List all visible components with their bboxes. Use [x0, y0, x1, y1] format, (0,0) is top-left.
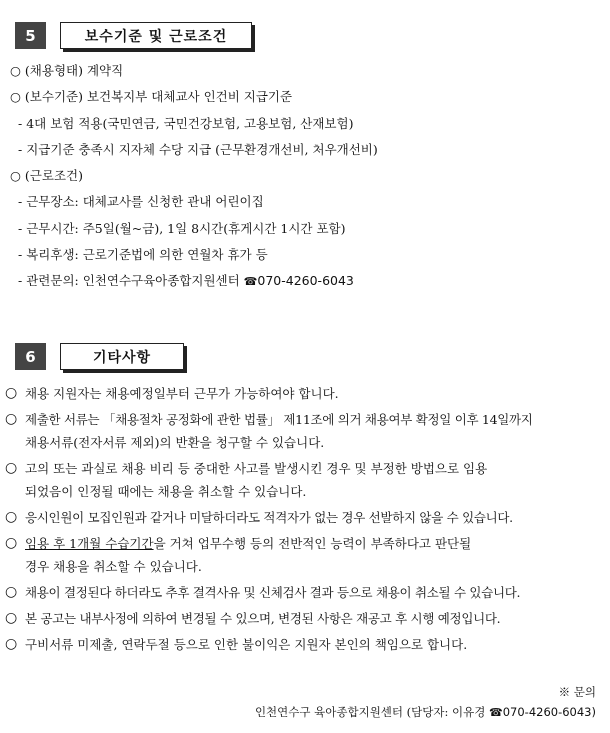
section-5-title: 보수기준 및 근로조건 [60, 22, 252, 49]
circle-bullet-icon: ○ [5, 636, 18, 652]
footer-phone: 070-4260-6043) [502, 705, 596, 719]
list-item: ○ 채용 지원자는 채용예정일부터 근무가 가능하여야 합니다. [5, 382, 600, 405]
section-5-number: 5 [15, 22, 46, 49]
list-item: - 근무시간: 주5일(월~금), 1일 8시간(휴게시간 1시간 포함) [18, 220, 346, 236]
list-item: ○ (근로조건) [10, 168, 83, 184]
section-6-number: 6 [15, 343, 46, 370]
list-item: ○ 제출한 서류는 「채용절차 공정화에 관한 법률」 제11조에 의거 채용여부 확정일 이후 14일까지 채용서류(전자서류 제외)의 반환을 청구할 수 있습니다. [5, 408, 600, 454]
list-item: - 4대 보험 적용(국민연금, 국민건강보험, 고용보험, 산재보험) [18, 115, 354, 131]
list-item: ○ (보수기준) 보건복지부 대체교사 인건비 지급기준 [10, 89, 293, 105]
list-item: - 근무장소: 대체교사를 신청한 관내 어린이집 [18, 194, 264, 210]
section-6-title: 기타사항 [60, 343, 184, 370]
inquiry-contact: 인천연수구 육아종합지원센터 (담당자: 이유경 ☎070-4260-6043) [254, 705, 596, 719]
section-5-header [15, 22, 252, 49]
section-5-list [10, 58, 600, 295]
circle-bullet-icon: ○ [5, 584, 18, 600]
list-item: ○ (채용형태) 계약직 [10, 63, 124, 78]
probation-period: 임용 후 1개월 수습기간 [25, 536, 154, 551]
section-6-header [15, 343, 184, 370]
contact-phone: 070-4260-6043 [257, 273, 354, 289]
list-item: ○ 임용 후 1개월 수습기간을 거쳐 업무수행 등의 전반적인 능력이 부족하다고 판단될 경우 채용을 취소할 수 있습니다. [5, 532, 600, 578]
inquiry-label: ※ 문의 [558, 685, 596, 699]
phone-icon: ☎ [489, 706, 503, 719]
list-item: ○ 응시인원이 모집인원과 같거나 미달하더라도 적격자가 없는 경우 선발하지 않을 수 있습니다. [5, 506, 600, 529]
list-item: - 복리후생: 근로기준법에 의한 연월차 휴가 등 [18, 247, 268, 263]
list-item: ○ 본 공고는 내부사정에 의하여 변경될 수 있으며, 변경된 사항은 재공고 후 시행 예정입니다. [5, 607, 600, 630]
list-item: - 지급기준 충족시 지자체 수당 지급 (근무환경개선비, 처우개선비) [18, 141, 378, 157]
circle-bullet-icon: ○ [5, 509, 18, 525]
list-item: ○ 고의 또는 과실로 채용 비리 등 중대한 사고를 발생시킨 경우 및 부정한 방법으로 임용 되었음이 인정될 때에는 채용을 취소할 수 있습니다. [5, 457, 600, 503]
contact-line: - 관련문의: 인천연수구육아종합지원센터 ☎070-4260-6043 [18, 273, 354, 289]
circle-bullet-icon: ○ [5, 610, 18, 626]
list-item: ○ 구비서류 미제출, 연락두절 등으로 인한 불이익은 지원자 본인의 책임으로 합니다. [5, 633, 600, 656]
circle-bullet-icon: ○ [5, 411, 18, 427]
list-item: ○ 채용이 결정된다 하더라도 추후 결격사유 및 신체검사 결과 등으로 채용이 취소될 수 있습니다. [5, 581, 600, 604]
circle-bullet-icon: ○ [5, 535, 18, 551]
section-6-list [5, 382, 600, 659]
circle-bullet-icon: ○ [5, 460, 18, 476]
circle-bullet-icon: ○ [5, 385, 18, 401]
phone-icon: ☎ [243, 275, 258, 289]
